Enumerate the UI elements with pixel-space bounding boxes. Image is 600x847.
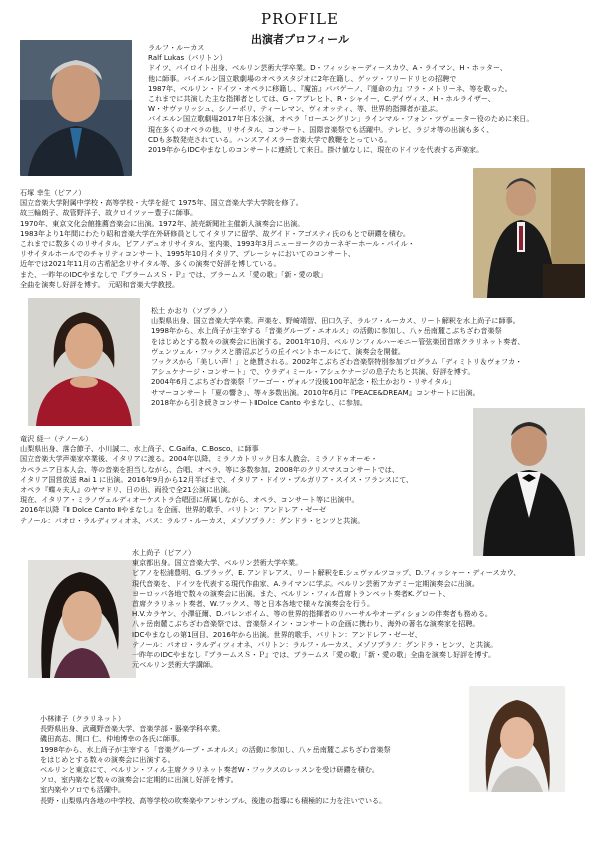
bio-line: テノール：パオロ・ラルディツィオネ、バリトン：ラルフ・ルーカス、メゾソプラノ：グンドラ・ヒンツ、と共演。 (132, 639, 498, 649)
performer-bio-lukas (148, 43, 533, 155)
performer-bio-kobayashi (40, 714, 391, 806)
bio-line: 1998年から、水上尚子が主宰する「音楽グループ・エオルス」の活動に参加し、八ヶ岳南麓こぶちざわ音楽祭 (40, 744, 391, 754)
bio-line: IDCやまなしの第1回目、2016年から出演。世界的歌手、バリトン：アンドレア・ゼーゼ、 (132, 629, 422, 639)
page-subtitle: 出演者プロフィール (251, 33, 349, 46)
bio-line: 首席クラリネット奏者、W.フックス、等と日本各地で様々な演奏会を行う。 (132, 599, 375, 609)
bio-line: 現在多くのオペラの他、リサイタル、コンサート、国際音楽祭でも活躍中。テレビ、ラジオ等の出演も多く、 (148, 124, 494, 134)
performer-name-ja: 松土 かおり（ソプラノ） (151, 306, 232, 315)
bio-line: 長野県出身、武蔵野音楽大学、音楽学部・器楽学科卒業。 (40, 724, 225, 734)
bio-line: 1983年より1年間にわたり昭和音楽大学在外研修員としてイタリアに留学、故グイド・アゴスティ氏のもとで研鑽を積む。 (20, 228, 411, 238)
bio-line: ベルリンと東京にて、ベルリン・フィル主席クラリネット奏者W・フックスのレッスンを受け研鑽を積む。 (40, 765, 379, 775)
bio-line: 1998年から、水上尚子が主宰する「音楽グループ・エオルス」の活動に参加し、八ヶ岳南麓こぶちざわ音楽祭 (151, 326, 502, 336)
bio-line: ピアノを松浦豊明、G.ブラッグ、E. アンドレアス、リート解釈をE.シュヴァルツコップ、D.フィッシャー・ディースカウ、 (132, 568, 521, 578)
bio-line: 近年では2021年11月の古希記念リサイタル等、多くの演奏で好評を博している。 (20, 259, 281, 269)
page-title: PROFILE (261, 10, 339, 28)
bio-line: テノール：パオロ・ラルディツィオネ、バス：ラルフ・ルーカス、メゾソプラノ：グンドラ・ヒンツと共演。 (20, 515, 365, 525)
bio-line: 長野・山梨県内各地の中学校、高等学校の吹奏楽やアンサンブル、後進の指導にも積極的に力を注いでいる。 (40, 795, 387, 805)
performer-bio-mizukami (132, 548, 520, 670)
bio-line: 1987年、ベルリン・ドイツ・オペラに移籍し、『魔笛』パパゲーノ、『運命の力』フラ・メトリーネ、等を歌った。 (148, 83, 512, 93)
bio-line: 2018年から引き続きコンサートⅡDolce Canto やまなし、に参加。 (151, 397, 367, 407)
bio-line: 全曲を演奏し好評を博す。 元昭和音楽大学教授。 (20, 279, 180, 289)
performer-name-ja: 水上尚子（ピアノ） (132, 548, 196, 557)
performer-name-ja: 石塚 幸生（ピアノ） (20, 188, 86, 197)
bio-line: 現代音楽を、ドイツを代表する現代作曲家、A.ライマンに学ぶ。ベルリン芸術アカデミー定期演奏会に出演。 (132, 578, 479, 588)
bio-line: CDも多数発売されている。ハンスアイスラー音楽大学で教鞭をとっている。 (148, 134, 392, 144)
bio-line: ヨーロッパ各地で数々の演奏会に出演。また、ベルリン・フィル首席トランペット奏者K.グロート、 (132, 588, 450, 598)
performer-bio-ishizuka (20, 188, 415, 290)
bio-line: バイエルン国立歌劇場2017年日本公演、オペラ「ローエングリン」ラインマル・フォン・ツヴェーター役のために来日。 (148, 114, 534, 124)
bio-line: オペラ『蝶々夫人』のヤマドリ、日の出、両役で全21公演に出演。 (20, 485, 235, 495)
bio-line: をはじめとする数々の演奏会に出演する。 (40, 754, 175, 764)
performer-name-ja: ラルフ・ルーカス (148, 43, 205, 52)
bio-line: ヴェンツェル・フックスと勝沼ぶどうの丘イベントホールにて、演奏会を開催。 (151, 346, 405, 356)
bio-line: 山梨県出身、落合節子、小川誠二、水上尚子、C.Gaifa、C.Bosco、に師事 (20, 444, 259, 454)
performer-photo-mizukami (28, 560, 136, 678)
performer-name-ja: 竜沢 経一（テノール） (20, 434, 93, 443)
bio-line: をはじめとする数々の演奏会に出演する。2001年10月、ベルリンフィルハーモニー管弦楽団首席クラリネット奏者、 (151, 336, 525, 346)
performer-name-en: Ralf Lukas（バリトン） (148, 53, 227, 63)
bio-line: カペラニア日本人会、等の音楽を担当しながら、合唱、オペラ、等に多数参加。2008年のクリスマスコンサートでは、 (20, 464, 399, 474)
bio-line: これまでに共演した主な指揮者としては、G・アブレヒト、R・シャイー、C.デイヴィス、H・ホルライザー、 (148, 94, 495, 104)
bio-line: アシュケナージ・コンサート」で、ウラディミール・アシュケナージの息子たちと共演、好評を博す。 (151, 367, 475, 377)
bio-line: 一昨年のIDCやまなし『ブラームスＳ・Ｐ』では、ブラームス「愛の歌」「新・愛の歌」全曲を演奏し好評を博す。 (132, 650, 496, 660)
performer-photo-tatsuzawa (473, 408, 585, 556)
bio-line: 国立音楽大学声楽家卒業後、イタリアに渡る。2004年以降、ミラノカトリック日本人教会、ミラノドゥオーモ・ (20, 454, 378, 464)
bio-line: 他に師事。バイエルン国立歌劇場のオペラスタジオに2年在籍し、ゲッツ・フリードリヒの招聘で (148, 73, 457, 83)
bio-line: これまでに数多くのリサイタル、ピアノデュオリサイタル、室内楽、1993年3月ニューヨークのカーネギーホール・パイル・ (20, 239, 415, 249)
bio-line: 元ベルリン芸術大学講師。 (132, 660, 218, 670)
bio-line: 東京都出身。国立音楽大学、ベルリン芸術大学卒業。 (132, 558, 303, 568)
bio-line: 室内楽やソロでも活躍中。 (40, 785, 126, 795)
bio-line: イタリア国営放送 Rai 1 に出演。2016年9月から12月半ばまで、イタリア・ドイツ・ブルガリア・スイス・フランスにて、 (20, 474, 414, 484)
performer-photo-kobayashi (469, 686, 565, 792)
bio-line: サマーコンサート「夏の響き」、等々多数出演。2010年6月に『PEACE&DREAM』コンサートに出演。 (151, 387, 480, 397)
bio-line: 現在、イタリア・ミラノヴェルディオーケストラ合唱団に所属しながら、オペラ、コンサート等に出演中。 (20, 495, 359, 505)
bio-line: また、一昨年のIDCやまなしで『ブラームスＳ・Ｐ』では、ブラームス「愛の歌」「新・愛の歌」 (20, 269, 327, 279)
performer-photo-lukas (20, 40, 132, 176)
bio-line: 故三輪朗子、故管野洋子、故クロイツァー豊子に師事。 (20, 208, 198, 218)
bio-line: 2019年からIDCやまなしのコンサートに連続して来日。掛け値なしに、現在のドイツを代表する声楽家。 (148, 145, 484, 155)
bio-line: 国立音楽大学附属中学校・高等学校・大学を経て 1975年、国立音楽大学大学院を修了。 (20, 198, 303, 208)
bio-line: W・サヴァリッシュ、シノーポリ、ティーレマン、ヴィオッティ、等、世界的指揮者が並ぶ。 (148, 104, 443, 114)
bio-line: H.V.カラヤン、小澤征爾、D.バレンボイム、等の世界的指揮者のリハーサルやオーディションの伴奏者も務める。 (132, 609, 492, 619)
performer-name-ja: 小林律子（クラリネット） (40, 714, 125, 723)
bio-line: 八ヶ岳南麓こぶちざわ音楽祭では、音楽祭メイン・コンサートの企画に携わり、海外の著名な演奏家を招聘。 (132, 619, 480, 629)
performer-bio-tatsuzawa (20, 434, 413, 526)
bio-line: リサイタルホールでのチャリティコンサート、1995年10月イタリア、プレーシャにおいてのコンサート、 (20, 249, 356, 259)
performer-photo-ishizuka (473, 168, 585, 298)
performer-photo-matsudo (28, 298, 140, 426)
bio-line: 磯田高志、関口 仁、仲地博幸の各氏に師事。 (40, 734, 185, 744)
performer-bio-matsudo (151, 306, 524, 408)
bio-line: フックスから「美しい声！」と絶賛される。2002年こぶちざわ音楽祭特別参加プログラム「ディミトリ＆ヴォフカ・ (151, 357, 523, 367)
bio-line: 山梨県出身、国立音楽大学卒業。声楽を、野崎靖智、田口久子、ラルフ・ルーカス、リート解釈を水上尚子に師事。 (151, 316, 520, 326)
bio-line: 2016年以降『Ⅱ Dolce Canto Ⅱやまなし』を企画、世界的歌手、バリトン：アンドレア・ゼーゼ (20, 505, 327, 515)
bio-line: ソロ、室内楽など数々の演奏会に定期的に出演し好評を博す。 (40, 775, 238, 785)
bio-line: ドイツ、バイロイト出身、ベルリン芸術大学卒業。D・フィッシャーディースカウ、A・ライマン、H・ホッター、 (148, 63, 507, 73)
bio-line: 1970年、東京文化会館推薦音楽会に出演。1972年、読売新聞社主催新人演奏会に出演。 (20, 218, 305, 228)
bio-line: 2004年6月こぶちざわ音楽祭「フーゴー・ヴォルフ没後100年記念・松土かおり・リサイタル」 (151, 377, 456, 387)
